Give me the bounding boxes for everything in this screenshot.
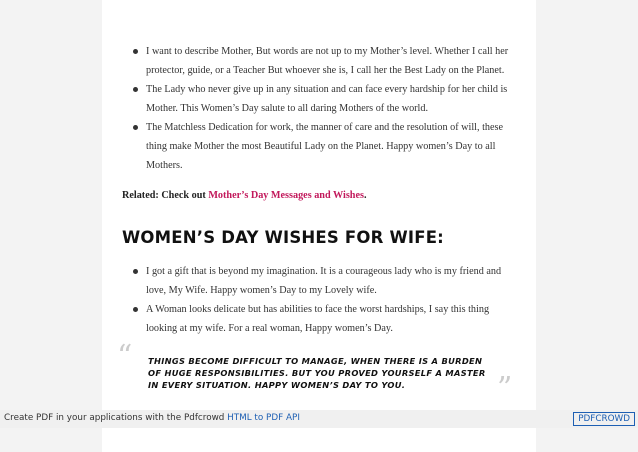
list-item-text: A Woman looks delicate but has abilities to face the worst hardships, I say this thing looking at my wife. For a real woman, Happy women’s Day.: [146, 304, 490, 334]
list-item: [122, 42, 522, 80]
wife-wishes-list: [122, 262, 522, 338]
bullet-icon: [133, 49, 138, 54]
list-item-text: I got a gift that is beyond my imagination. It is a courageous lady who is my friend and love, My Wife. Happy women’s Day to my Lovely wife.: [146, 266, 502, 296]
page-margin-right: [536, 0, 638, 452]
bullet-icon: [133, 307, 138, 312]
quote-text: THINGS BECOME DIFFICULT TO MANAGE, WHEN THERE IS A BURDEN OF HUGE RESPONSIBILITIES. BUT YOU PROVED YOURSELF A MASTER IN EVERY SITUATION. HAPPY WOMEN’S DAY TO YOU.: [148, 356, 486, 390]
list-item: [122, 300, 522, 338]
related-suffix: .: [363, 190, 367, 201]
section-heading: WOMEN’S DAY WISHES FOR WIFE:: [122, 228, 444, 247]
bullet-icon: [133, 87, 138, 92]
bullet-icon: [133, 269, 138, 274]
footer-api-link[interactable]: HTML to PDF API: [227, 413, 300, 423]
footer-text-line: [4, 413, 300, 423]
pdfcrowd-footer: [0, 410, 638, 428]
related-link[interactable]: Mother’s Day Messages and Wishes: [208, 190, 364, 201]
list-item-text: The Lady who never give up in any situation and can face every hardship for her child is Mother. This Women’s Day salute to all daring Mothers of the world.: [146, 84, 508, 114]
list-item-text: I want to describe Mother, But words are not up to my Mother’s level. Whether I call her protector, guide, or a Teacher But whoever she is, I call her the Best Lady on the Planet.: [146, 46, 509, 76]
bullet-icon: [133, 125, 138, 130]
open-quote-icon: “: [117, 339, 133, 374]
article-content: [102, 0, 536, 410]
footer-text: Create PDF in your applications with the Pdfcrowd: [4, 413, 228, 423]
close-quote-icon: ”: [497, 371, 513, 406]
pdfcrowd-brand-button[interactable]: PDFCROWD: [573, 412, 635, 426]
list-item-text: The Matchless Dedication for work, the manner of care and the resolution of will, these thing make Mother the most Beautiful Lady on the Planet. Happy women’s Day to all Mothers.: [146, 122, 504, 171]
page-margin-left: [0, 0, 102, 452]
list-item: [122, 118, 522, 175]
related-line: [122, 190, 367, 201]
mother-wishes-list: [122, 42, 522, 175]
list-item: [122, 80, 522, 118]
related-prefix: Related: Check out: [122, 190, 209, 201]
list-item: [122, 262, 522, 300]
